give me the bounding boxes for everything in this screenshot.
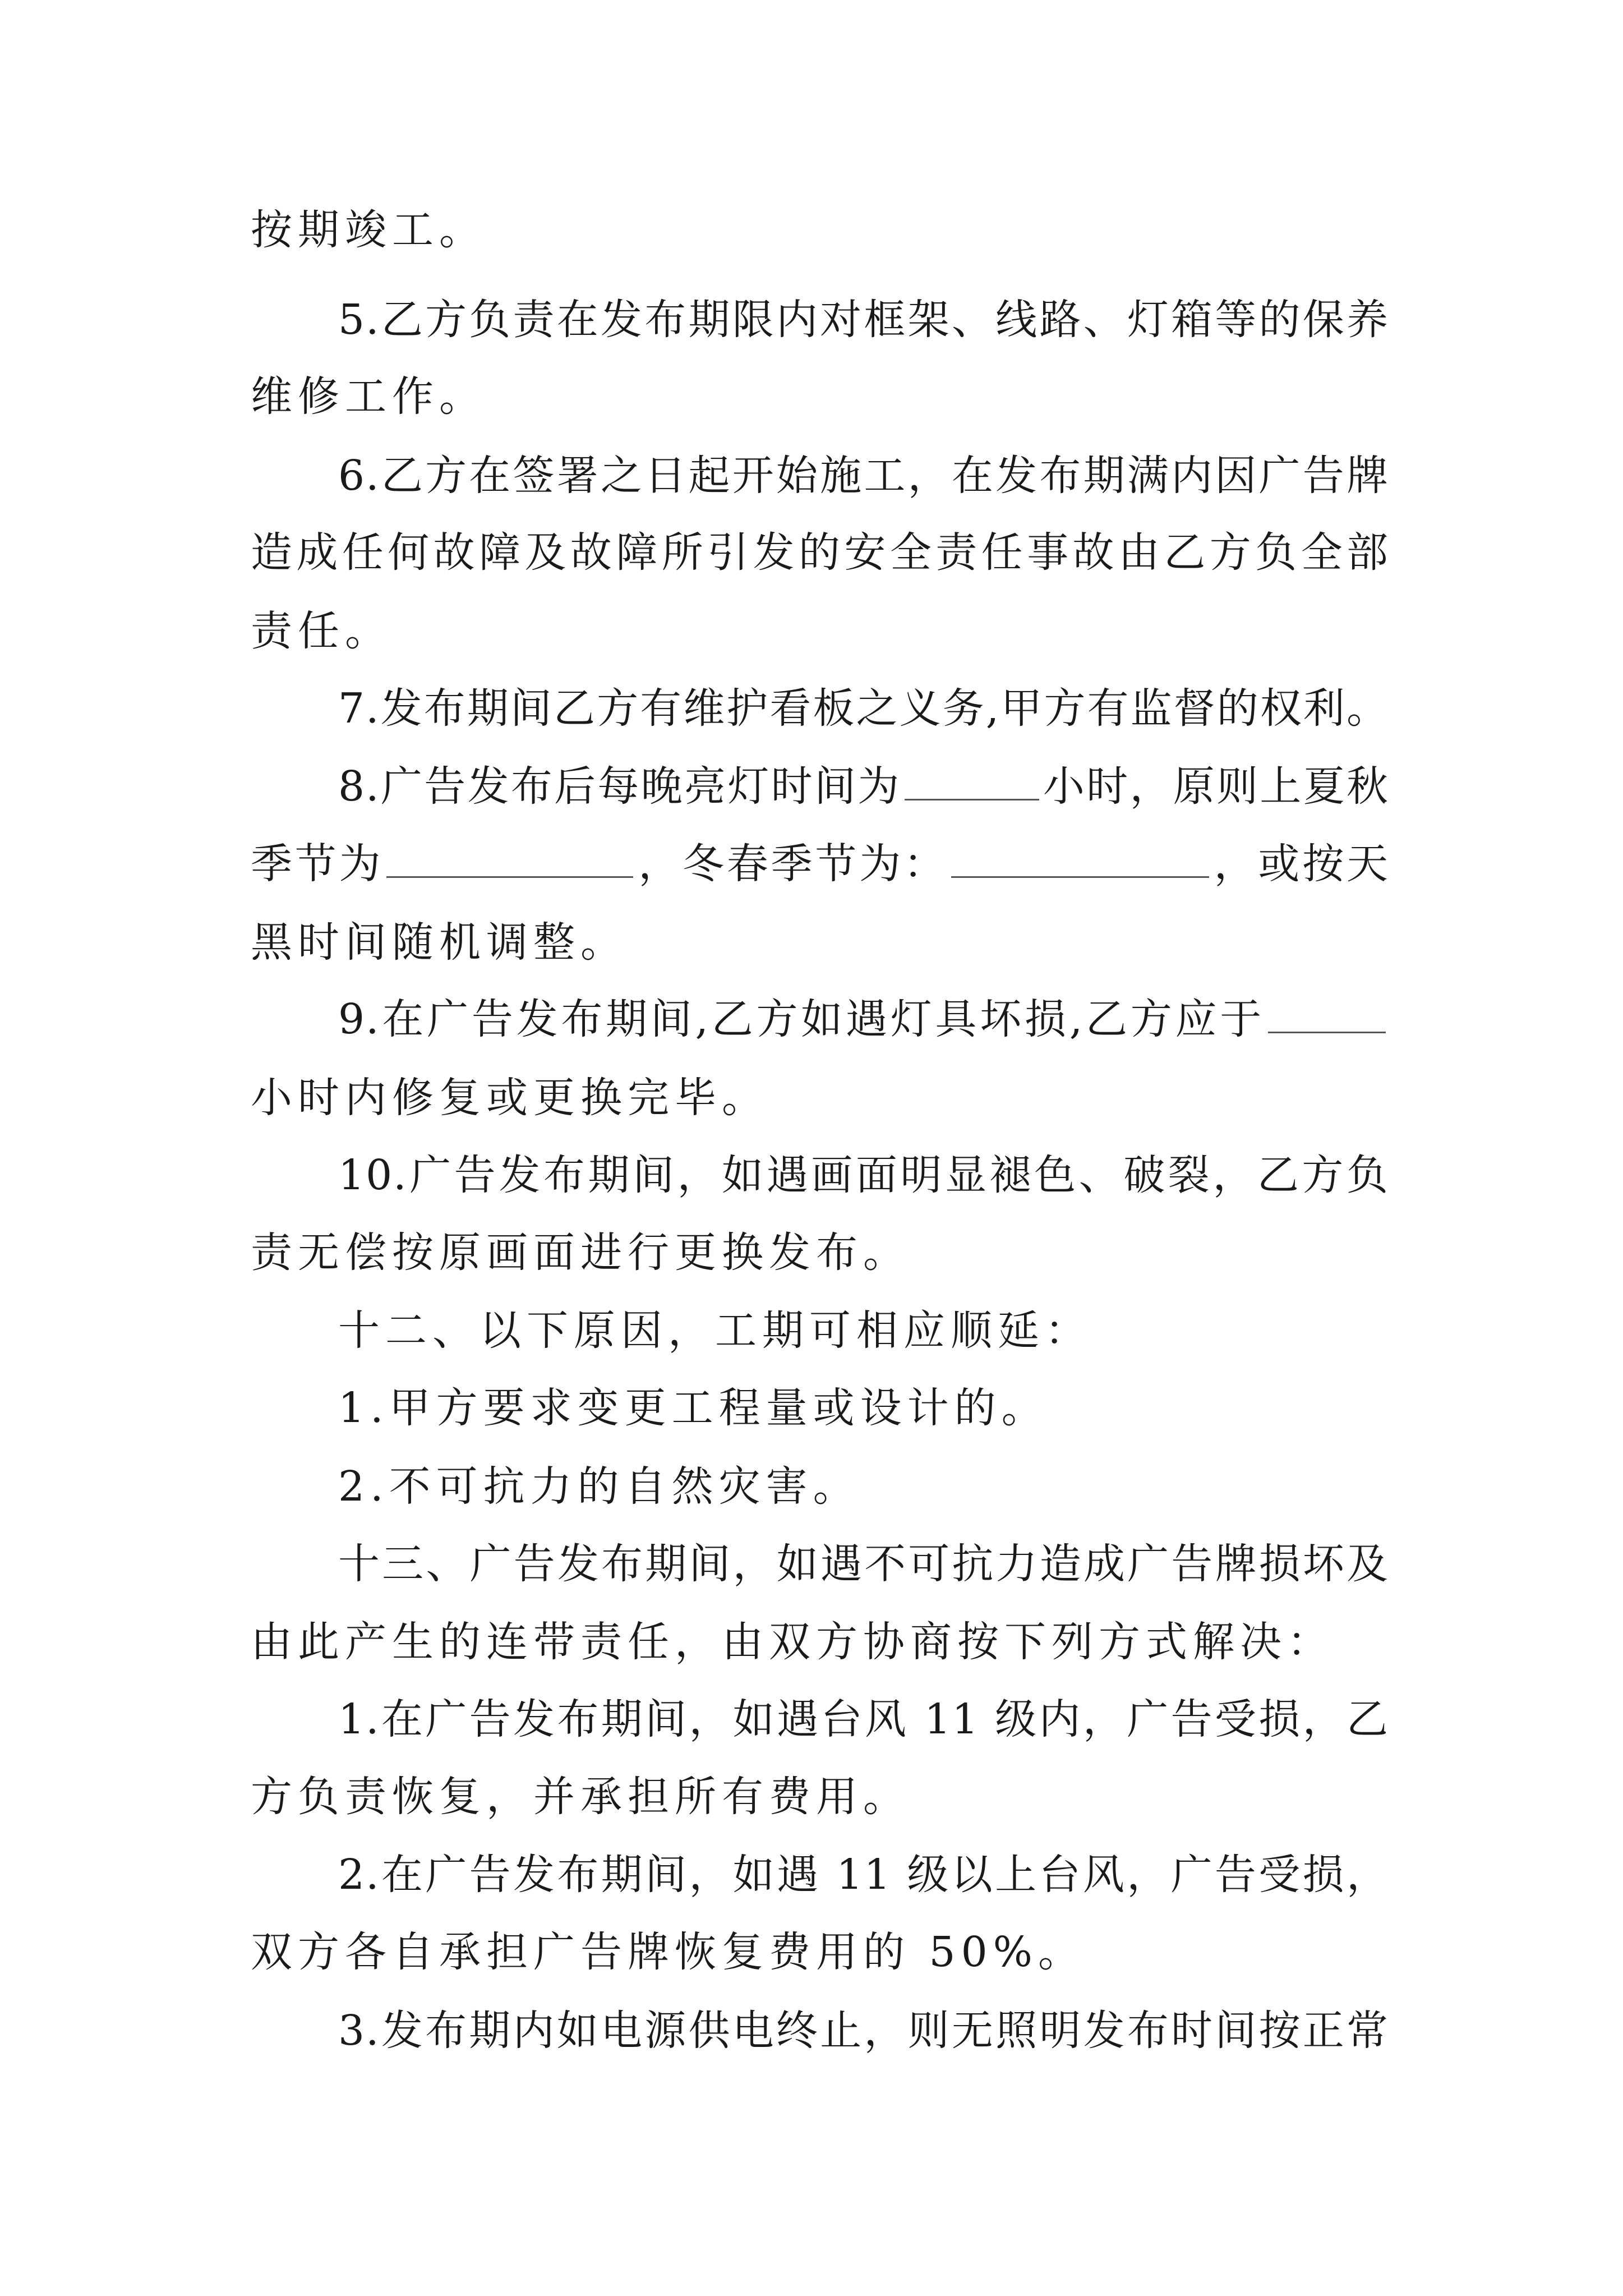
- text-line: 10.广告发布期间，如遇画面明显褪色、破裂，乙方负: [338, 1151, 1389, 1199]
- text-line: 1.在广告发布期间，如遇台风 11 级内，广告受损，乙: [338, 1695, 1389, 1743]
- fill-blank: [386, 837, 633, 878]
- text-line: 5.乙方负责在发布期限内对框架、线路、灯箱等的保养: [338, 296, 1389, 344]
- text-segment: 小时，原则上夏秋: [1042, 762, 1389, 811]
- text-segment: 8.广告发布后每晚亮灯时间为: [338, 762, 901, 811]
- text-line: 小时内修复或更换完毕。: [251, 1074, 769, 1122]
- text-line: 由此产生的连带责任，由双方协商按下列方式解决：: [251, 1618, 1334, 1666]
- text-line: 3.发布期内如电源供电终止，则无照明发布时间按正常: [338, 2007, 1389, 2055]
- text-line: 责任。: [251, 607, 392, 655]
- text-line-with-blank: [251, 833, 1389, 895]
- section-heading: 十二、以下原因，工期可相应顺延：: [338, 1306, 1092, 1355]
- text-line: 造成任何故障及故障所引发的安全责任事故由乙方负全部: [251, 528, 1389, 577]
- section-heading: 十三、广告发布期间，如遇不可抗力造成广告牌损坏及: [338, 1540, 1389, 1588]
- text-line: 7.发布期间乙方有维护看板之义务,甲方有监督的权利。: [338, 684, 1389, 733]
- text-line: 黑时间随机调整。: [251, 918, 628, 967]
- fill-blank: [1268, 992, 1386, 1033]
- text-line: 责无偿按原画面进行更换发布。: [251, 1228, 910, 1277]
- text-line: 方负责恢复，并承担所有费用。: [251, 1773, 910, 1821]
- text-line: 按期竣工。: [251, 206, 486, 254]
- text-line: 2.不可抗力的自然灾害。: [338, 1462, 860, 1511]
- text-segment: ，冬春季节为：: [637, 840, 948, 888]
- text-line: 2.在广告发布期间，如遇 11 级以上台风，广告受损，: [338, 1851, 1389, 1899]
- text-line-with-blank: [338, 988, 1389, 1050]
- text-segment: 9.在广告发布期间,乙方如遇灯具坏损,乙方应于: [338, 995, 1265, 1043]
- text-line: 6.乙方在签署之日起开始施工，在发布期满内因广告牌: [338, 452, 1389, 500]
- text-segment: 季节为: [251, 840, 384, 888]
- text-line: 1.甲方要求变更工程量或设计的。: [338, 1384, 1049, 1432]
- text-line-with-blank: [338, 756, 1389, 817]
- text-segment: ，或按天: [1212, 840, 1390, 888]
- fill-blank: [951, 837, 1209, 878]
- fill-blank: [905, 760, 1039, 800]
- text-line: 双方各自承担广告牌恢复费用的 50%。: [251, 1928, 1085, 1976]
- text-line: 维修工作。: [251, 372, 486, 421]
